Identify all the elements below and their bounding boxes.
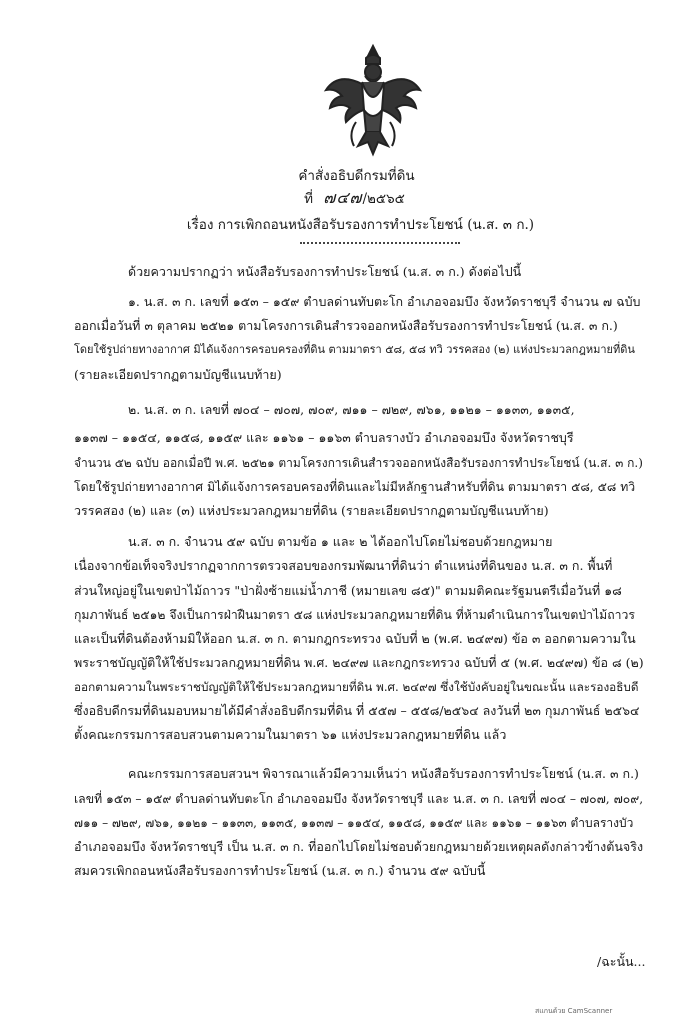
body-line: คณะกรรมการสอบสวนฯ พิจารณาแล้วมีความเห็นว่า หนังสือรับรองการทำประโยชน์ (น.ส. ๓ ก.) [128, 766, 639, 781]
order-number-value: ๗๔๗ [323, 188, 363, 207]
body-line: ๒. น.ส. ๓ ก. เลขที่ ๗๐๔ – ๗๐๗, ๗๐๙, ๗๑๑ – ๗๒๙, ๗๖๑, ๑๑๒๑ – ๑๑๓๓, ๑๑๓๕, [128, 402, 575, 417]
body-line: โดยใช้รูปถ่ายทางอากาศ มิได้แจ้งการครอบครองที่ดิน ตามมาตรา ๕๘, ๕๘ ทวิ วรรคสอง (๒) แห่งประมวลกฎหมายที่ดิน [74, 343, 635, 356]
order-number [6, 186, 697, 211]
body-line: สมควรเพิกถอนหนังสือรับรองการทำประโยชน์ (น.ส. ๓ ก.) จำนวน ๕๙ ฉบับนี้ [74, 863, 486, 878]
body-line: (รายละเอียดปรากฏตามบัญชีแนบท้าย) [74, 367, 282, 382]
continuation-marker: /ฉะนั้น... [597, 954, 646, 969]
body-line: อำเภอจอมบึง จังหวัดราชบุรี เป็น น.ส. ๓ ก. ที่ออกไปโดยไม่ชอบด้วยกฎหมายด้วยเหตุผลดังกล่าวข้างต้นจริง [74, 839, 644, 854]
body-line: กุมภาพันธ์ ๒๕๑๒ จึงเป็นการฝ่าฝืนมาตรา ๕๘ แห่งประมวลกฎหมายที่ดิน ที่ห้ามดำเนินการในเขตป่าไม้ถาวร [74, 608, 635, 622]
document-subject: เรื่อง การเพิกถอนหนังสือรับรองการทำประโยชน์ (น.ส. ๓ ก.) [186, 217, 535, 233]
body-line: จำนวน ๕๒ ฉบับ ออกเมื่อปี พ.ศ. ๒๕๒๑ ตามโครงการเดินสำรวจออกหนังสือรับรองการทำประโยชน์ (น.ส. ๓ ก.) [74, 456, 643, 470]
scanner-watermark: สแกนด้วย CamScanner [535, 1007, 613, 1015]
document-title: คำสั่งอธิบดีกรมที่ดิน [298, 168, 415, 184]
order-number-year: /๒๕๖๕ [362, 191, 405, 207]
body-line: ออกตามความในพระราชบัญญัติให้ใช้ประมวลกฎหมายที่ดิน พ.ศ. ๒๔๙๗ ซึ่งใช้บังคับอยู่ในขณะนั้น และรองอธิบดี [74, 680, 639, 694]
body-line: ส่วนใหญ่อยู่ในเขตป่าไม้ถาวร "ป่าฝั่งซ้ายแม่น้ำภาชี (หมายเลข ๘๕)" ตามมติคณะรัฐมนตรีเมื่อวันที่ ๑๘ [74, 583, 622, 598]
body-line: ๑๑๓๗ – ๑๑๕๔, ๑๑๕๘, ๑๑๕๙ และ ๑๑๖๑ – ๑๑๖๓ ตำบลรางบัว อำเภอจอมบึง จังหวัดราชบุรี [74, 430, 574, 445]
body-line: วรรคสอง (๒) และ (๓) แห่งประมวลกฎหมายที่ดิน (รายละเอียดปรากฏตามบัญชีแนบท้าย) [74, 503, 549, 518]
body-line: ด้วยความปรากฏว่า หนังสือรับรองการทำประโยชน์ (น.ส. ๓ ก.) ดังต่อไปนี้ [128, 264, 522, 279]
body-line: ๗๑๑ – ๗๒๙, ๗๖๑, ๑๑๒๑ – ๑๑๓๓, ๑๑๓๕, ๑๑๓๗ – ๑๑๕๔, ๑๑๕๘, ๑๑๕๙ และ ๑๑๖๑ – ๑๑๖๓ ตำบลรางบัว [74, 816, 634, 830]
body-line: และเป็นที่ดินต้องห้ามมิให้ออก น.ส. ๓ ก. ตามกฎกระทรวง ฉบับที่ ๒ (พ.ศ. ๒๔๙๗) ข้อ ๓ ออกตามความใน [74, 631, 636, 646]
body-line: น.ส. ๓ ก. จำนวน ๕๙ ฉบับ ตามข้อ ๑ และ ๒ ได้ออกไปโดยไม่ชอบด้วยกฎหมาย [128, 534, 553, 549]
body-line: ออกเมื่อวันที่ ๓ ตุลาคม ๒๕๒๑ ตามโครงการเดินสำรวจออกหนังสือรับรองการทำประโยชน์ (น.ส. ๓ ก.) [74, 318, 618, 333]
body-line: เนื่องจากข้อเท็จจริงปรากฏจากการตรวจสอบของกรมพัฒนาที่ดินว่า ตำแหน่งที่ดินของ น.ส. ๓ ก. พื้นที่ [74, 558, 613, 573]
body-line: โดยใช้รูปถ่ายทางอากาศ มิได้แจ้งการครอบครองที่ดินและไม่มีหลักฐานสำหรับที่ดิน ตามมาตรา ๕๘, ๕๘ ทวิ [74, 480, 636, 494]
body-line: ซึ่งอธิบดีกรมที่ดินมอบหมายได้มีคำสั่งอธิบดีกรมที่ดิน ที่ ๕๕๗ – ๕๕๘/๒๕๖๔ ลงวันที่ ๒๓ กุมภาพันธ์ ๒๕๖๔ [74, 703, 640, 718]
body-line: พระราชบัญญัติให้ใช้ประมวลกฎหมายที่ดิน พ.ศ. ๒๔๙๗ และกฎกระทรวง ฉบับที่ ๕ (พ.ศ. ๒๔๙๗) ข้อ ๘ (๒) [74, 655, 644, 670]
body-line: ตั้งคณะกรรมการสอบสวนตามความในมาตรา ๖๑ แห่งประมวลกฎหมายที่ดิน แล้ว [74, 727, 507, 742]
separator-line [300, 242, 460, 244]
body-line: ๑. น.ส. ๓ ก. เลขที่ ๑๕๓ – ๑๕๙ ตำบลด่านทับตะโก อำเภอจอมบึง จังหวัดราชบุรี จำนวน ๗ ฉบับ [128, 294, 641, 309]
order-number-prefix: ที่ [304, 191, 313, 207]
body-line: เลขที่ ๑๕๓ – ๑๕๙ ตำบลด่านทับตะโก อำเภอจอมบึง จังหวัดราชบุรี และ น.ส. ๓ ก. เลขที่ ๗๐๔ – ๗๐๗, ๗๐๙, [74, 792, 644, 806]
garuda-emblem-icon [318, 42, 428, 160]
